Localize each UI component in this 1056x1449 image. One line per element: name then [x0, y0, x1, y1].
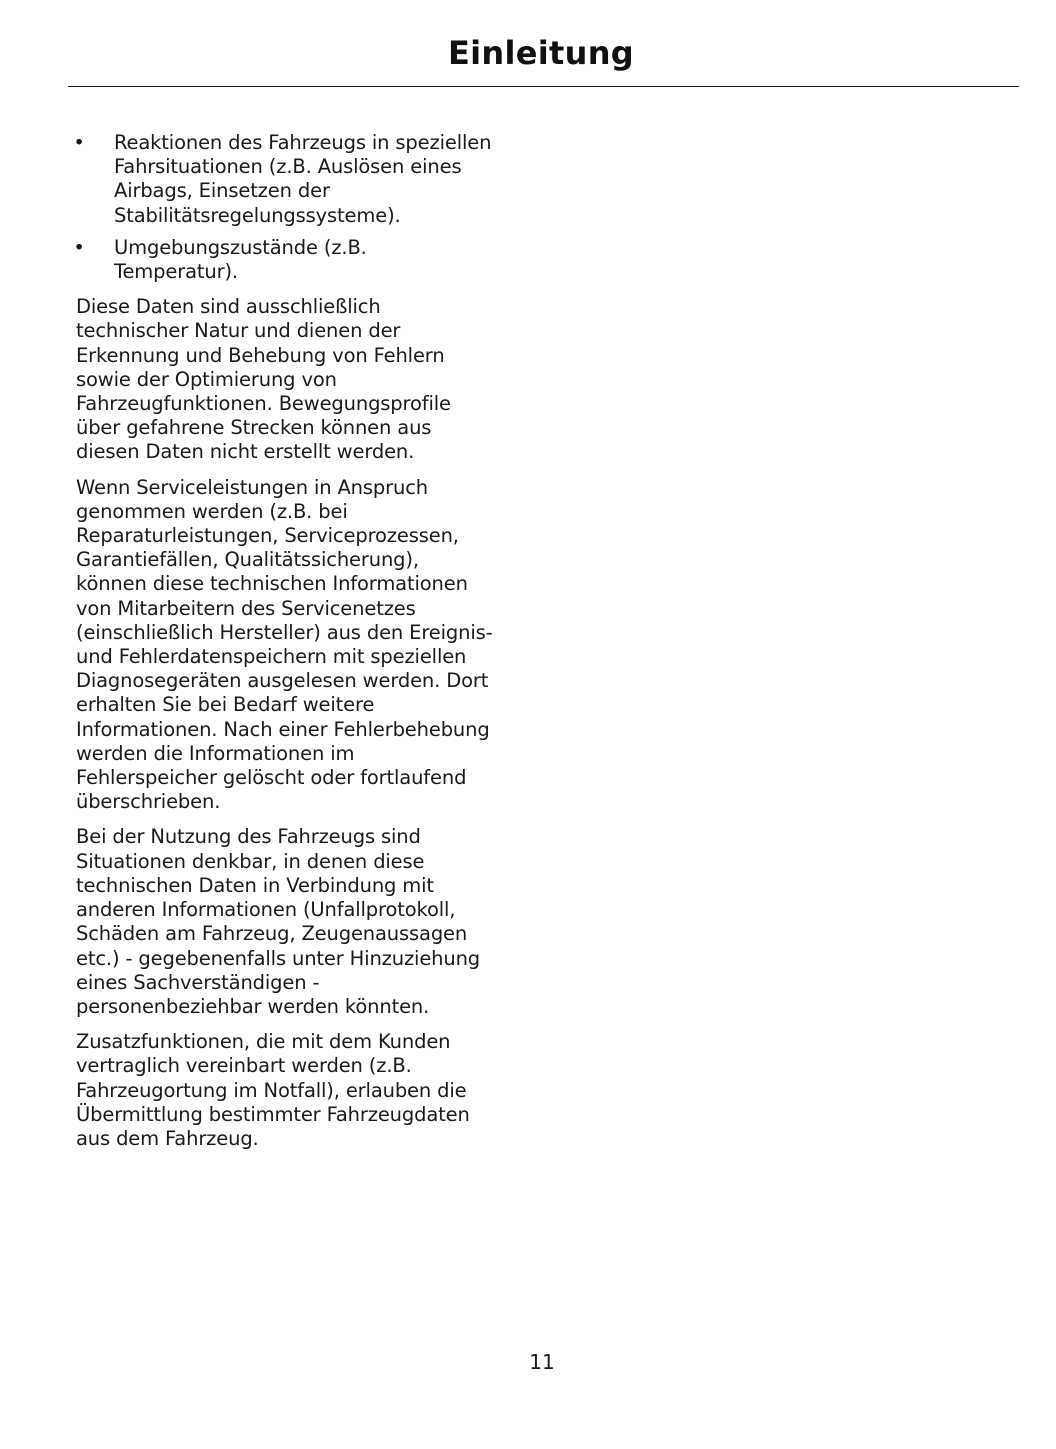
text-line: Schäden am Fahrzeug, Zeugenaussagen: [76, 922, 468, 946]
paragraph-service: [76, 476, 526, 815]
page-title: Einleitung: [447, 34, 634, 72]
page-header: [0, 0, 1056, 90]
text-line: Temperatur).: [114, 260, 238, 284]
page-number: 11: [529, 1350, 555, 1374]
text-line: Erkennung und Behebung von Fehlern: [76, 343, 445, 367]
bullet-icon: •: [73, 131, 85, 154]
text-line: Bei der Nutzung des Fahrzeugs sind: [76, 825, 421, 849]
text-line: personenbeziehbar werden könnten.: [76, 994, 430, 1018]
text-line: vertraglich vereinbart werden (z.B.: [76, 1054, 412, 1078]
text-line: und Fehlerdatenspeichern mit speziellen: [76, 645, 467, 669]
text-line: (einschließlich Hersteller) aus den Ereignis-: [76, 620, 493, 644]
text-line: Übermittlung bestimmter Fahrzeugdaten: [76, 1102, 470, 1126]
header-rule: [68, 86, 1019, 87]
text-line: etc.) - gegebenenfalls unter Hinzuziehung: [76, 946, 481, 970]
text-line: von Mitarbeitern des Servicenetzes: [76, 596, 416, 620]
text-line: Reparaturleistungen, Serviceprozessen,: [76, 524, 459, 548]
text-line: Informationen. Nach einer Fehlerbehebung: [76, 717, 490, 741]
paragraph-additional-functions: [76, 1030, 526, 1151]
bullet-item: [73, 235, 526, 284]
text-line: diesen Daten nicht erstellt werden.: [76, 440, 415, 464]
text-line: können diese technischen Informationen: [76, 572, 468, 596]
bullet-text: [114, 236, 526, 284]
text-line: Garantiefällen, Qualitätssicherung),: [76, 548, 419, 572]
text-line: Wenn Serviceleistungen in Anspruch: [76, 475, 428, 499]
text-line: sowie der Optimierung von: [76, 367, 337, 391]
text-line: Airbags, Einsetzen der: [114, 179, 330, 203]
text-line: Fahrzeugfunktionen. Bewegungsprofile: [76, 392, 451, 416]
text-line: Situationen denkbar, in denen diese: [76, 849, 425, 873]
paragraph-data-nature: [76, 295, 526, 464]
text-line: werden die Informationen im: [76, 741, 355, 765]
text-line: erhalten Sie bei Bedarf weitere: [76, 693, 375, 717]
text-line: Fehlerspeicher gelöscht oder fortlaufend: [76, 766, 467, 790]
bullet-icon: •: [73, 235, 85, 259]
text-line: genommen werden (z.B. bei: [76, 499, 348, 523]
text-line: technischen Daten in Verbindung mit: [76, 873, 434, 897]
text-line: Umgebungszustände (z.B.: [114, 235, 367, 259]
text-line: über gefahrene Strecken können aus: [76, 416, 432, 440]
main-content: [73, 131, 526, 1151]
text-line: Fahrzeugortung im Notfall), erlauben die: [76, 1078, 467, 1102]
text-line: Reaktionen des Fahrzeugs in speziellen: [114, 131, 492, 154]
text-line: aus dem Fahrzeug.: [76, 1126, 259, 1150]
text-line: überschrieben.: [76, 790, 221, 814]
bullet-list: [73, 131, 526, 284]
text-line: anderen Informationen (Unfallprotokoll,: [76, 898, 456, 922]
paragraph-usage: [76, 825, 526, 1019]
text-line: Diagnosegeräten ausgelesen werden. Dort: [76, 669, 489, 693]
text-line: technischer Natur und dienen der: [76, 319, 401, 343]
text-line: Diese Daten sind ausschließlich: [76, 295, 381, 319]
text-line: eines Sachverständigen -: [76, 970, 320, 994]
text-line: Zusatzfunktionen, die mit dem Kunden: [76, 1030, 451, 1054]
text-line: Stabilitätsregelungssysteme).: [114, 203, 401, 227]
text-line: Fahrsituationen (z.B. Auslösen eines: [114, 155, 462, 179]
bullet-text: [114, 131, 526, 228]
bullet-item: [73, 131, 526, 228]
